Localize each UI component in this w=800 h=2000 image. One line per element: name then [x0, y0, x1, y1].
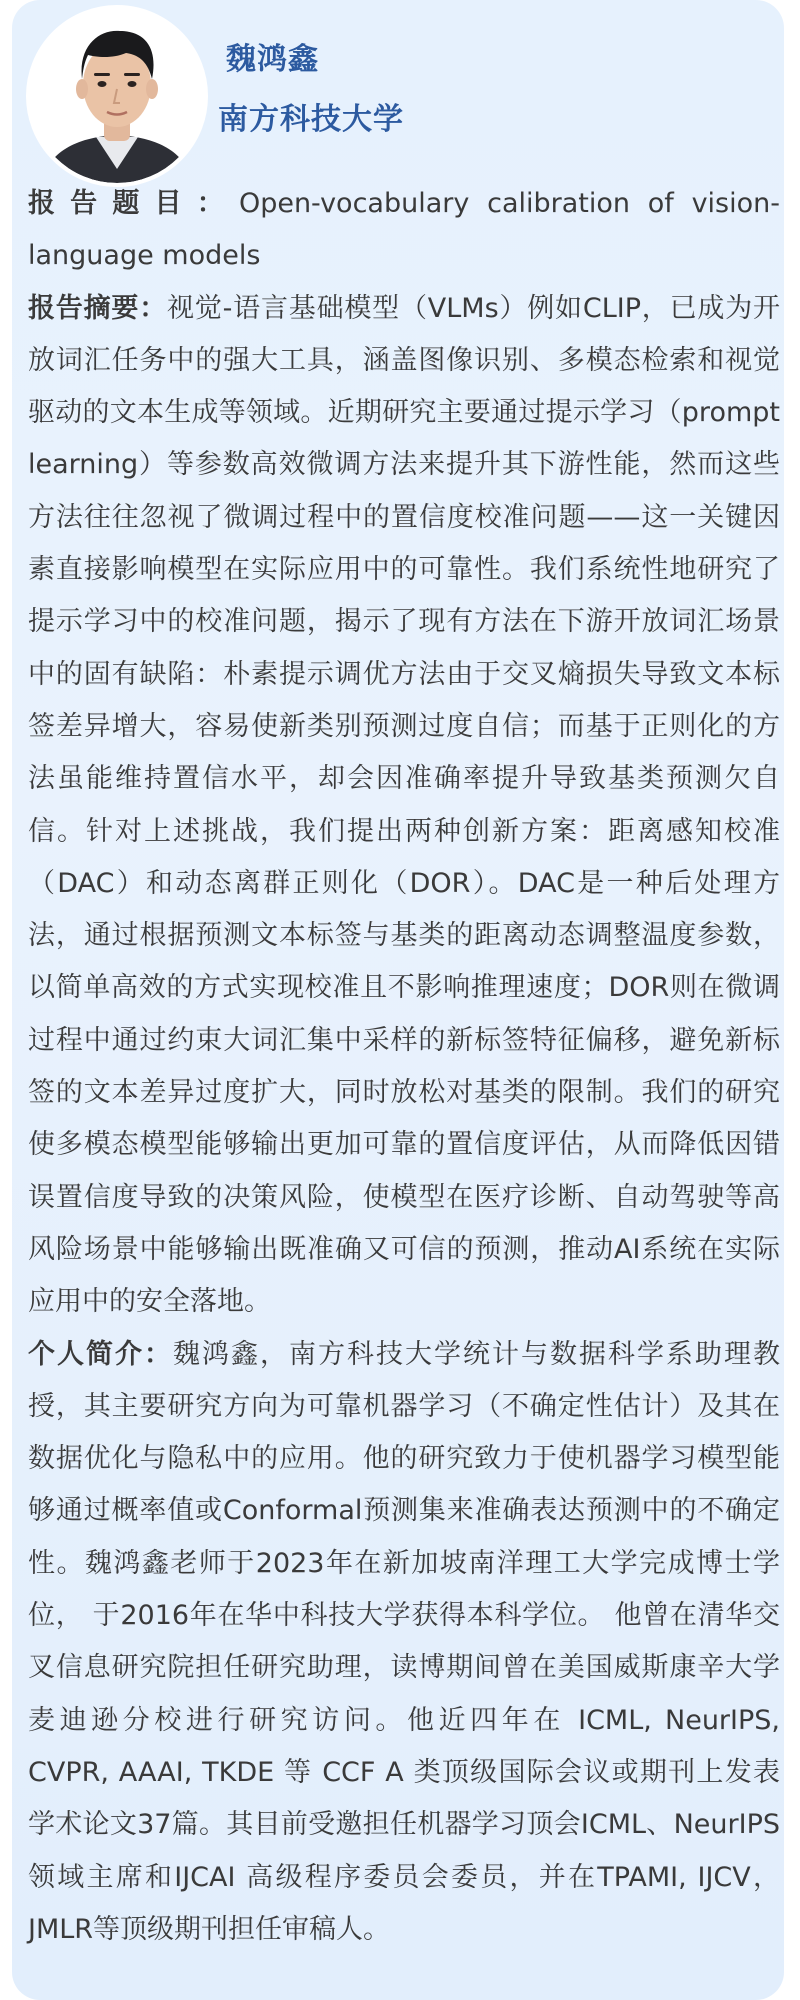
speaker-bio: 魏鸿鑫，南方科技大学统计与数据科学系助理教授，其主要研究方向为可靠机器学习（不确定性估计）及其在数据优化与隐私中的应用。他的研究致力于使机器学习模型能够通过概率值或Conformal预测集来准确表达预测中的不确定性。魏鸿鑫老师于2023年在新加坡南洋理工大学完成博士学位， 于2016年在华中科技大学获得本科学位。 他曾在清华交叉信息研究院担任研究助理，读博期间曾在美国威斯康辛大学麦迪逊分校进行研究访问。他近四年在 ICML, NeurIPS, CVPR, AAAI, TKDE 等 CCF A 类顶级国际会议或期刊上发表学术论文37篇。其目前受邀担任机器学习顶会ICML、NeurIPS 领域主席和IJCAI 高级程序委员会委员，并在TPAMI, IJCV，JMLR等顶级期刊担任审稿人。 — [28, 1338, 780, 1945]
speaker-bio-section — [28, 1329, 780, 1957]
speaker-bio-label: 个人简介： — [28, 1338, 173, 1370]
talk-abstract: 视觉-语言基础模型（VLMs）例如CLIP，已成为开放词汇任务中的强大工具，涵盖图像识别、多模态检索和视觉驱动的文本生成等领域。近期研究主要通过提示学习（prompt learning）等参数高效微调方法来提升其下游性能，然而这些方法往往忽视了微调过程中的置信度校准问题——这一关键因素直接影响模型在实际应用中的可靠性。我们系统性地研究了提示学习中的校准问题，揭示了现有方法在下游开放词汇场景中的固有缺陷：朴素提示调优方法由于交叉熵损失导致文本标签差异增大，容易使新类别预测过度自信；而基于正则化的方法虽能维持置信水平，却会因准确率提升导致基类预测欠自信。针对上述挑战，我们提出两种创新方案：距离感知校准（DAC）和动态离群正则化（DOR）。DAC是一种后处理方法，通过根据预测文本标签与基类的距离动态调整温度参数，以简单高效的方式实现校准且不影响推理速度；DOR则在微调过程中通过约束大词汇集中采样的新标签特征偏移，避免新标签的文本差异过度扩大，同时放松对基类的限制。我们的研究使多模态模型能够输出更加可靠的置信度评估，从而降低因错误置信度导致的决策风险，使模型在医疗诊断、自动驾驶等高风险场景中能够输出既准确又可信的预测，推动AI系统在实际应用中的安全落地。 — [28, 292, 780, 1318]
talk-abstract-label: 报告摘要： — [28, 292, 168, 324]
talk-details — [28, 178, 780, 1956]
talk-title-section — [28, 178, 780, 283]
talk-title-label: 报告题目： — [28, 188, 239, 219]
talk-abstract-section — [28, 283, 780, 1329]
speaker-affiliation: 南方科技大学 — [218, 102, 404, 137]
speaker-portrait-image — [30, 9, 204, 183]
speaker-avatar — [26, 5, 208, 187]
speaker-name: 魏鸿鑫 — [226, 42, 319, 77]
talk-title: Open-vocabulary calibration of vision-language models — [28, 188, 780, 272]
speaker-card — [12, 0, 784, 2000]
